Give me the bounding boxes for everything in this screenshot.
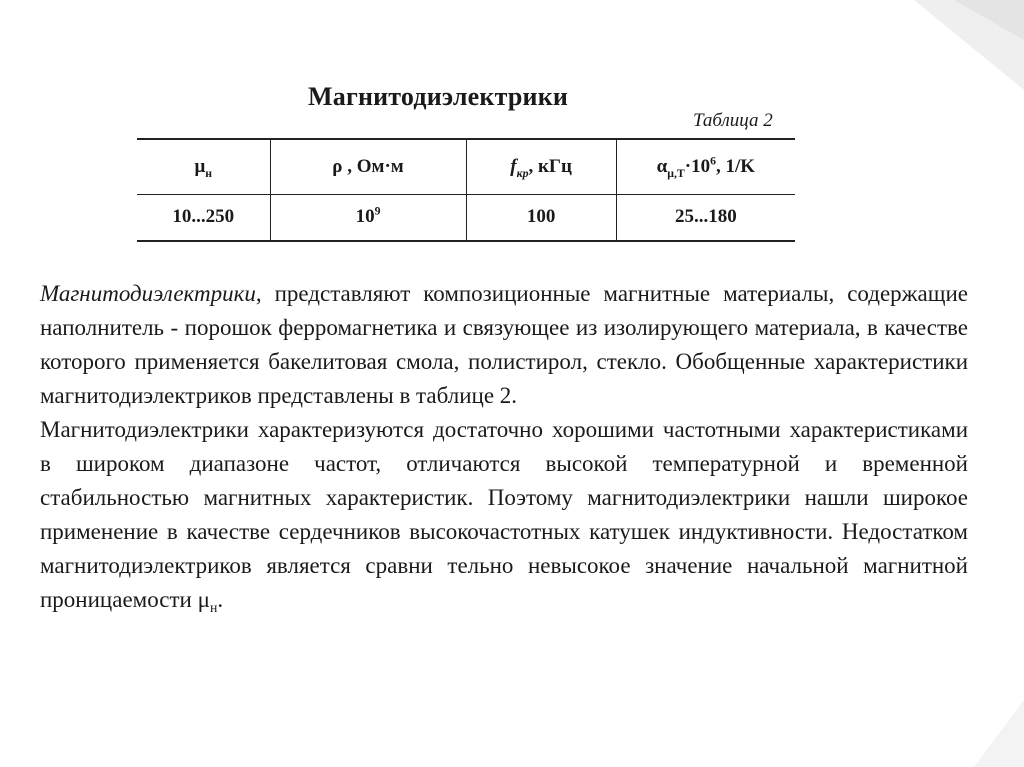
alpha-multiplier: ·10 <box>684 155 711 177</box>
paragraph-2-end: . <box>217 587 224 612</box>
f-unit: , кГц <box>528 155 572 177</box>
cell-resistivity <box>270 194 466 241</box>
mu-subscript: н <box>205 166 213 180</box>
alpha-subscript: μ,T <box>667 166 685 180</box>
cell-critical-frequency: 100 <box>466 194 616 241</box>
rho-unit: , Ом·м <box>342 155 404 177</box>
header-critical-frequency <box>466 139 616 194</box>
rho-symbol: ρ <box>332 155 343 177</box>
rho-exponent: 9 <box>374 204 381 218</box>
header-permeability <box>137 139 270 194</box>
lead-term: Магнитодиэлектрики <box>40 281 256 306</box>
f-subscript: кр <box>516 166 529 180</box>
mu-subscript-inline: н <box>209 599 218 615</box>
body-text <box>40 277 968 617</box>
paragraph-2-text: Магнитодиэлектрики характеризуются достаточно хорошими частотными характеристиками в широком диапазоне частот, отличаются высокой температурной и временной стабильностью магнитных характеристик. Поэтому магнитодиэлектрики нашли широкое применение в качестве сердечников высокочастотных катушек индуктивности. Недостатком магнитодиэлектриков является сравни тельно невысокое значение начальной магнитной проницаемости <box>40 417 968 612</box>
alpha-exponent: 6 <box>710 154 716 168</box>
table-row <box>137 194 795 241</box>
alpha-symbol: α <box>656 155 668 177</box>
rho-base: 10 <box>355 206 375 228</box>
corner-shape-top-inner <box>954 0 1024 40</box>
corner-shape-bottom <box>974 700 1024 767</box>
cell-permeability: 10...250 <box>137 194 270 241</box>
corner-shape-top <box>914 0 1024 90</box>
paragraph-1-text: , представляют композиционные магнитные материалы, содержащие наполнитель - порошок ферромагнетика и связующее из изолирующего материала, в качестве которого применяется бакелитовая смола, полистирол, стекло. Обобщенные характеристики магнитодиэлектриков представлены в таблице 2. <box>40 281 968 408</box>
mu-symbol: μ <box>194 155 206 177</box>
document-title: Магнитодиэлектрики <box>308 82 569 111</box>
alpha-unit: , 1/K <box>715 155 756 177</box>
header-temperature-coefficient <box>616 139 795 194</box>
header-resistivity <box>270 139 466 194</box>
properties-table <box>137 138 795 242</box>
cell-temperature-coefficient: 25...180 <box>616 194 795 241</box>
paragraph-1 <box>40 277 968 413</box>
paragraph-2 <box>40 413 968 617</box>
table-caption: Таблица 2 <box>693 110 773 131</box>
table-header-row <box>137 139 795 194</box>
f-symbol: f <box>510 155 517 177</box>
mu-symbol-inline: μ <box>197 587 210 612</box>
